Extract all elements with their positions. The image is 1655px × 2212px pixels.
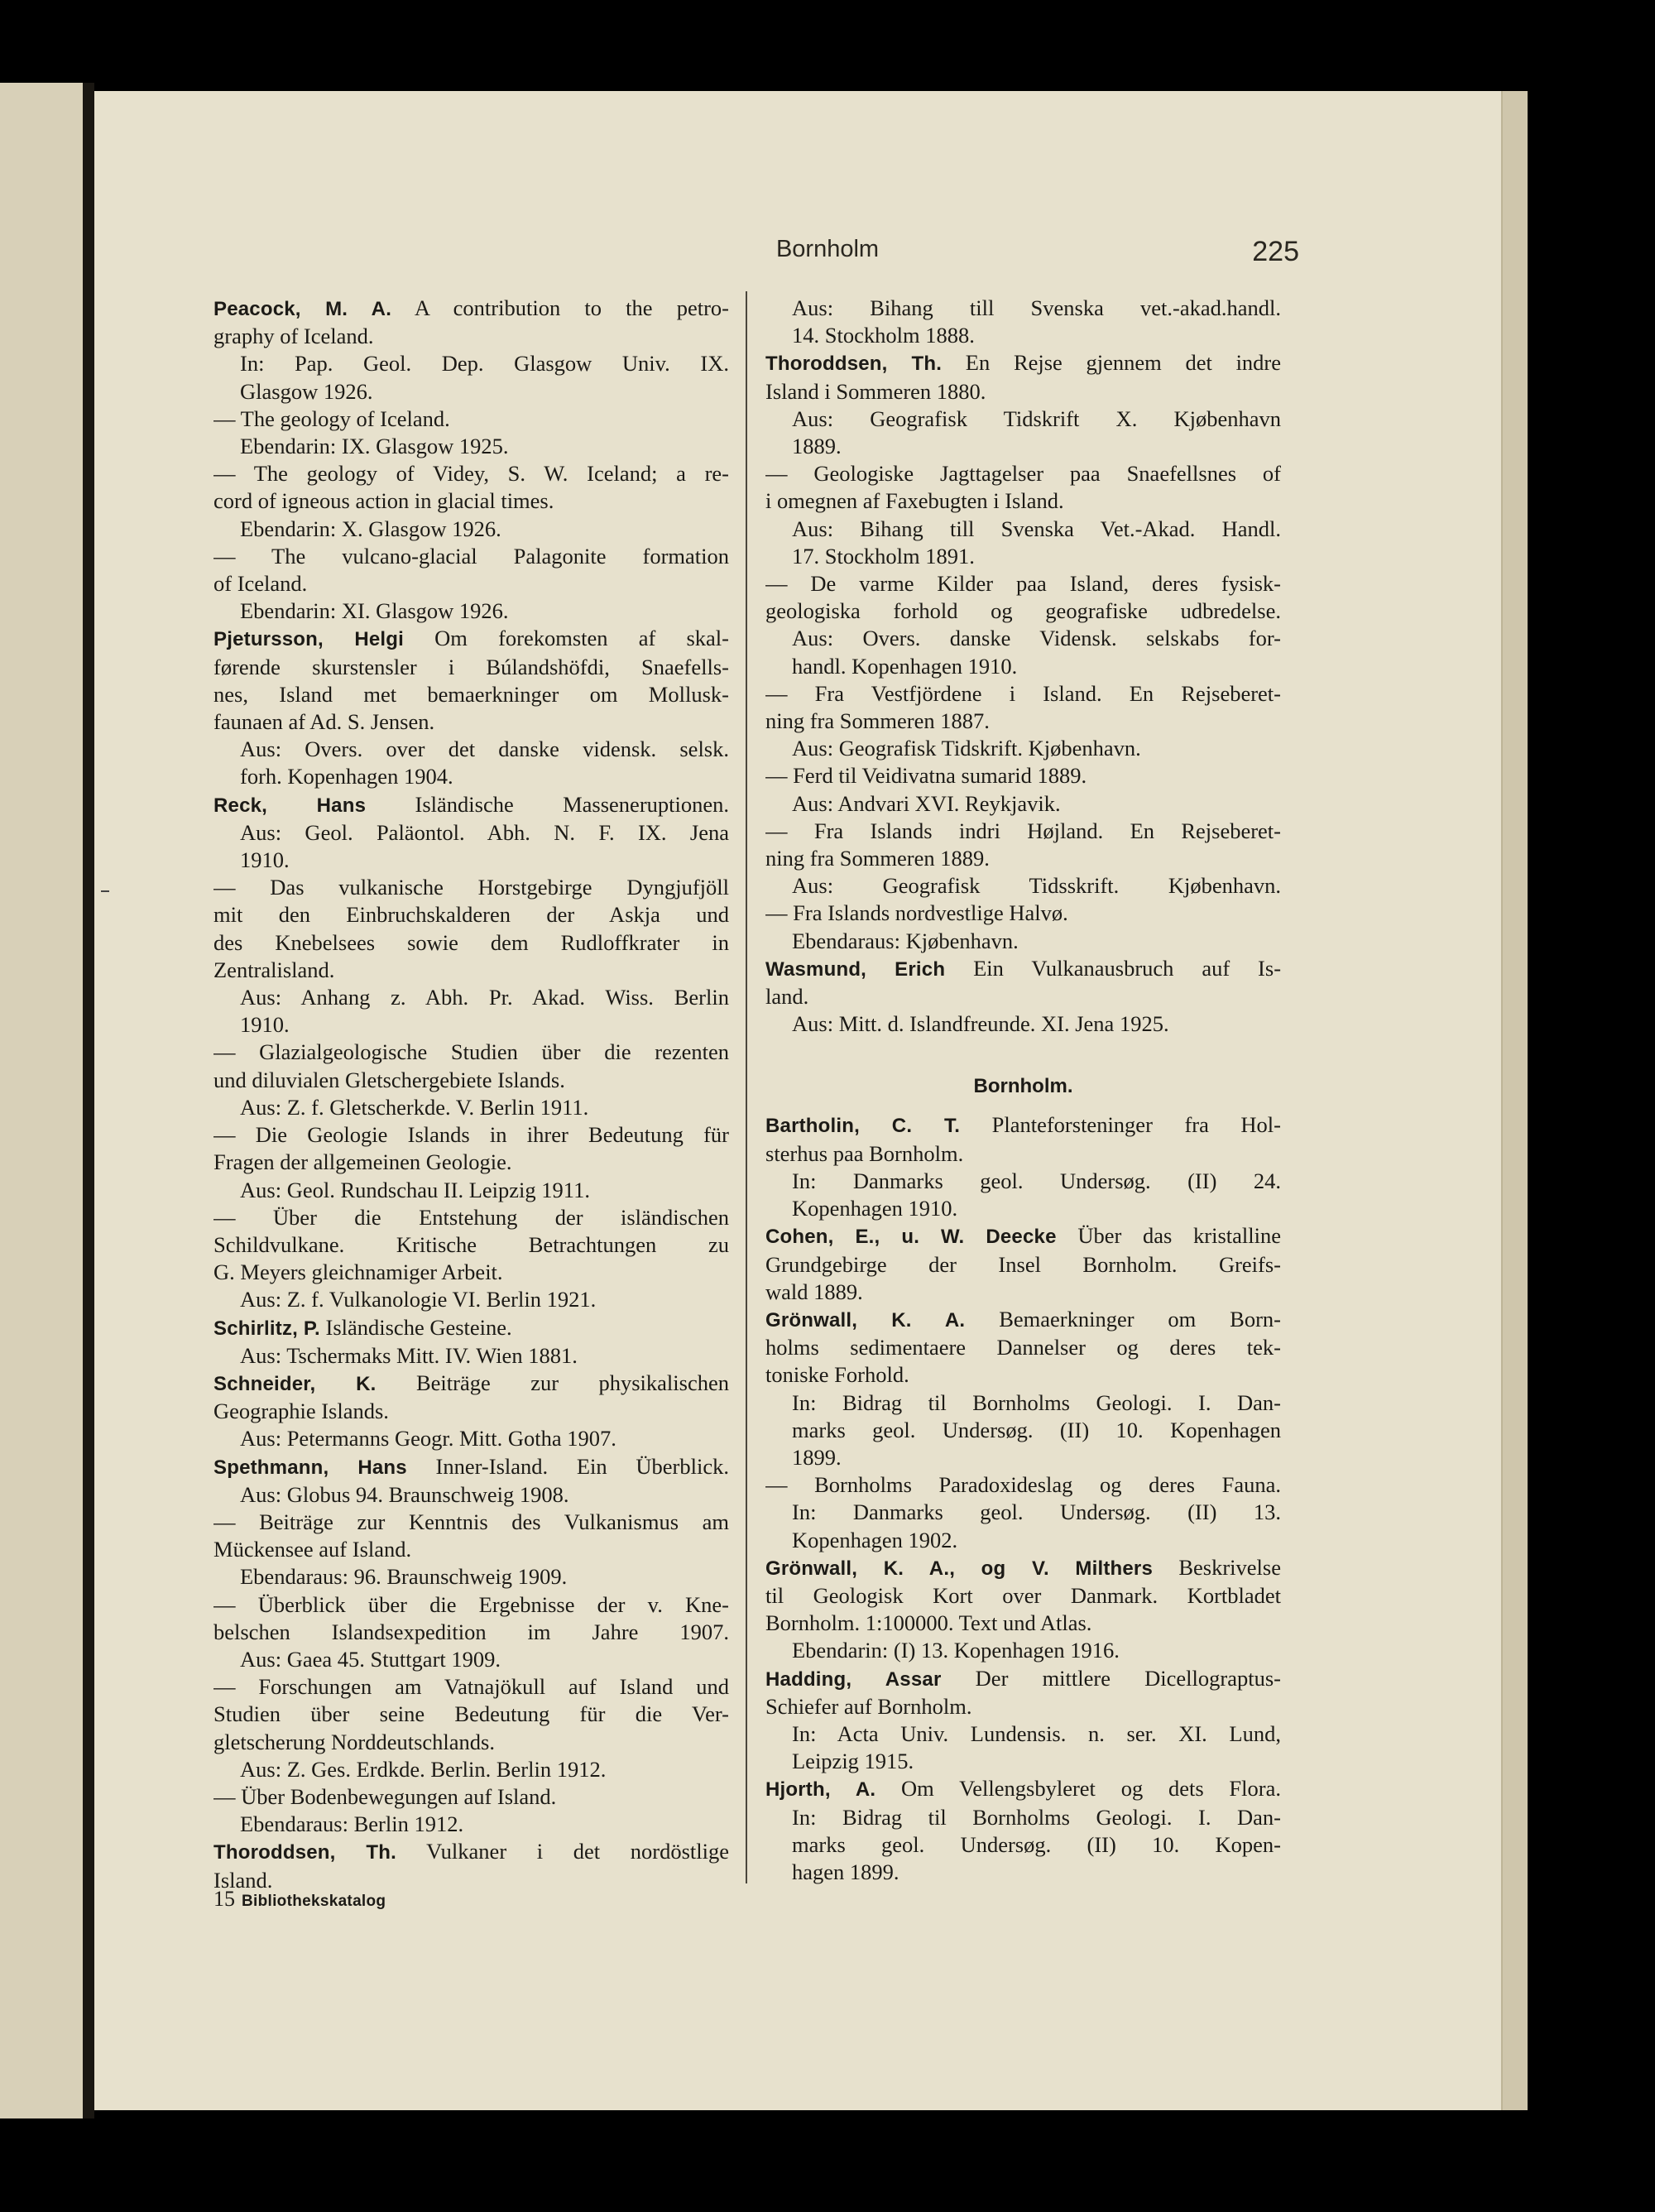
entry-line — [213, 1729, 729, 1756]
entry-line — [213, 460, 729, 487]
entry-line — [765, 543, 1281, 570]
book-gutter — [83, 83, 94, 2118]
entry-text: i omegnen af Faxebugten i Island. — [765, 488, 1064, 514]
entry-text: — Forschungen am Vatnajökull auf Island und — [213, 1674, 729, 1700]
bibliography-entry — [765, 349, 1281, 954]
entry-line — [213, 1453, 729, 1481]
signature-label: Bibliothekskatalog — [242, 1893, 386, 1910]
running-head: Bornholm — [775, 236, 880, 262]
entry-line — [213, 295, 729, 323]
entry-author: Grönwall, K. A., og V. Milthers — [765, 1557, 1154, 1580]
entry-line — [765, 818, 1281, 845]
entry-text: Isländische Gesteine. — [325, 1314, 512, 1340]
right-column — [765, 295, 1281, 1886]
entry-line — [213, 984, 729, 1011]
entry-line — [765, 790, 1281, 818]
entry-line — [213, 543, 729, 570]
entry-line — [213, 1231, 729, 1259]
entry-text: Schiefer auf Bornholm. — [765, 1693, 972, 1719]
entry-text: gletscherung Norddeutschlands. — [213, 1729, 495, 1754]
entry-line — [765, 1665, 1281, 1693]
entry-line — [213, 1673, 729, 1701]
entry-text: handl. Kopenhagen 1910. — [792, 653, 1018, 679]
entry-author: Schneider, K. — [213, 1372, 377, 1395]
entry-text: Mückensee auf Island. — [213, 1537, 412, 1562]
entry-text: førende skurstensler i Búlandshöfdi, Snaefells- — [213, 654, 729, 679]
entry-text: Aus: Andvari XVI. Reykjavik. — [792, 790, 1061, 816]
entry-line — [213, 819, 729, 847]
page-stack-edge — [1501, 91, 1528, 2110]
entry-line — [213, 763, 729, 790]
entry-line — [213, 791, 729, 819]
entry-text: Schildvulkane. Kritische Betrachtungen zu — [213, 1231, 729, 1257]
entry-text: Aus: Petermanns Geogr. Mitt. Gotha 1907. — [240, 1426, 616, 1451]
entry-line — [213, 1536, 729, 1563]
entry-text: Aus: Bihang till Svenska Vet.-Akad. Handl. — [792, 516, 1281, 541]
entry-text: belschen Islandsexpedition im Jahre 1907. — [213, 1619, 729, 1644]
entry-text: Ebendarin: XI. Glasgow 1926. — [240, 598, 509, 624]
entry-line — [765, 900, 1281, 927]
entry-text: 17. Stockholm 1891. — [792, 543, 975, 569]
entry-author: Cohen, E., u. W. Deecke — [765, 1226, 1057, 1249]
entry-line — [765, 1859, 1281, 1886]
entry-author: Thoroddsen, Th. — [765, 353, 943, 376]
entry-text: Island i Sommeren 1880. — [765, 378, 986, 404]
entry-line — [213, 1509, 729, 1536]
entry-text: land. — [765, 984, 809, 1010]
entry-line — [213, 1259, 729, 1286]
previous-page-edge — [0, 83, 86, 2118]
entry-text: und diluvialen Gletschergebiete Islands. — [213, 1067, 565, 1092]
entry-text: — The geology of Videy, S. W. Iceland; a re- — [213, 461, 729, 487]
entry-line — [213, 736, 729, 763]
entry-line — [213, 1121, 729, 1149]
entry-line — [765, 1334, 1281, 1361]
entry-text: — The vulcano-glacial Palagonite formation — [213, 543, 729, 569]
entry-text: Island. — [213, 1867, 273, 1893]
entry-text: Aus: Overs. danske Vidensk. selskabs for- — [792, 626, 1281, 651]
entry-line — [213, 1838, 729, 1866]
entry-text: — Fra Islands indri Højland. En Rejseberet- — [765, 818, 1281, 843]
entry-line — [213, 1619, 729, 1646]
entry-author: Spethmann, Hans — [213, 1456, 407, 1479]
bibliography-entry — [213, 625, 729, 790]
entry-line — [765, 1499, 1281, 1526]
bornholm-entries — [765, 1111, 1281, 1886]
entry-text: — Die Geologie Islands in ihrer Bedeutung für — [213, 1122, 729, 1148]
entry-line — [213, 1011, 729, 1039]
entry-text: geologiska forhold og geografiske udbredelse. — [765, 598, 1281, 624]
entry-text: Kopenhagen 1910. — [792, 1196, 958, 1221]
entry-line — [765, 1111, 1281, 1140]
entry-line — [213, 378, 729, 405]
entry-text: Aus: Anhang z. Abh. Pr. Akad. Wiss. Berlin — [240, 985, 729, 1010]
entry-text: Bornholm. 1:100000. Text und Atlas. — [765, 1610, 1092, 1636]
entry-text: ning fra Sommeren 1889. — [765, 846, 990, 871]
bibliography-entry — [765, 1554, 1281, 1665]
entry-text: faunaen af Ad. S. Jensen. — [213, 709, 435, 735]
entry-text: nes, Island met bemaerkninger om Mollusk- — [213, 681, 729, 707]
entry-line — [213, 516, 729, 543]
entry-text: Ebendarin: X. Glasgow 1926. — [240, 516, 501, 541]
entry-text: marks geol. Undersøg. (II) 10. Kopenhagen — [792, 1417, 1281, 1442]
entry-line — [765, 735, 1281, 762]
entry-text: In: Acta Univ. Lundensis. n. ser. XI. Lund, — [792, 1720, 1281, 1746]
entry-line — [213, 1398, 729, 1425]
entry-text: Aus: Overs. over det danske vidensk. selsk. — [240, 737, 729, 762]
entry-line — [765, 762, 1281, 789]
entry-line — [213, 708, 729, 736]
entry-line — [213, 1370, 729, 1398]
entry-line — [765, 1251, 1281, 1279]
entry-text: sterhus paa Bornholm. — [765, 1140, 964, 1166]
entry-text: Aus: Gaea 45. Stuttgart 1909. — [240, 1646, 501, 1672]
entry-text: En Rejse gjennem det indre — [965, 350, 1281, 376]
entry-line — [213, 1286, 729, 1313]
entry-line — [213, 957, 729, 984]
entry-text: A contribution to the petro- — [414, 295, 729, 320]
entry-line — [765, 570, 1281, 597]
entry-author: Bartholin, C. T. — [765, 1115, 961, 1138]
bibliography-entry — [765, 1111, 1281, 1222]
entry-text: Aus: Geografisk Tidsskrift. Kjøbenhavn. — [792, 873, 1281, 899]
entry-line — [213, 405, 729, 433]
entry-text: Om forekomsten af skal- — [434, 626, 729, 651]
entry-line — [213, 1204, 729, 1231]
entry-text: Aus: Bihang till Svenska vet.-akad.handl. — [792, 295, 1281, 320]
bibliography-entry — [213, 295, 729, 625]
bibliography-entry — [765, 295, 1281, 349]
entry-line — [213, 1314, 729, 1342]
bibliography-entry — [213, 1453, 729, 1839]
entry-text: In: Bidrag til Bornholms Geologi. I. Dan- — [792, 1804, 1281, 1830]
entry-line — [765, 1389, 1281, 1417]
entry-line — [765, 1306, 1281, 1334]
entry-text: Leipzig 1915. — [792, 1749, 914, 1774]
entry-text: In: Danmarks geol. Undersøg. (II) 24. — [792, 1168, 1281, 1193]
entry-line — [765, 1748, 1281, 1775]
entry-text: — Ferd til Veidivatna sumarid 1889. — [765, 763, 1087, 789]
entry-text: 14. Stockholm 1888. — [792, 323, 975, 348]
entry-line — [765, 1417, 1281, 1444]
bibliography-entry — [765, 1222, 1281, 1306]
entry-text: — Überblick über die Ergebnisse der v. Kne- — [213, 1591, 729, 1617]
entry-text: Inner-Island. Ein Überblick. — [435, 1453, 729, 1479]
entry-line — [213, 570, 729, 597]
entry-line — [765, 1554, 1281, 1582]
entry-text: 1899. — [792, 1444, 842, 1470]
entry-text: — Geologiske Jagttagelser paa Snaefellsnes of — [765, 461, 1281, 487]
entry-text: Ein Vulkanausbruch auf Is- — [973, 955, 1281, 981]
entry-line — [213, 654, 729, 681]
entry-text: graphy of Iceland. — [213, 324, 374, 349]
entry-text: 1910. — [240, 847, 290, 873]
entry-line — [765, 1610, 1281, 1637]
bibliography-entry — [765, 1665, 1281, 1776]
entry-line — [213, 901, 729, 928]
margin-mark — [101, 890, 109, 892]
entry-line — [765, 653, 1281, 680]
entry-line — [213, 1591, 729, 1619]
entry-line — [765, 1168, 1281, 1195]
entry-line — [765, 516, 1281, 543]
entry-text: — Das vulkanische Horstgebirge Dyngjufjöll — [213, 875, 729, 900]
entry-line — [765, 322, 1281, 349]
entry-line — [765, 708, 1281, 735]
entry-text: 1889. — [792, 434, 842, 459]
entry-author: Thoroddsen, Th. — [213, 1841, 396, 1864]
entry-text: — Fra Islands nordvestlige Halvø. — [765, 900, 1068, 926]
entry-line — [213, 1149, 729, 1176]
entry-line — [765, 1471, 1281, 1499]
entry-text: Über das kristalline — [1077, 1223, 1281, 1249]
entry-line — [765, 1444, 1281, 1471]
left-column — [213, 295, 729, 1894]
entry-text: holms sedimentaere Dannelser og deres tek- — [765, 1335, 1281, 1360]
entry-text: — Über die Entstehung der isländischen — [213, 1204, 729, 1230]
entry-line — [765, 625, 1281, 652]
entry-text: — Fra Vestfjördene i Island. En Rejseberet- — [765, 680, 1281, 706]
entry-text: Ebendarin: IX. Glasgow 1925. — [240, 434, 509, 459]
entry-line — [765, 872, 1281, 900]
entry-line — [213, 1067, 729, 1094]
entry-text: Aus: Tschermaks Mitt. IV. Wien 1881. — [240, 1342, 578, 1368]
bibliography-entry — [213, 1314, 729, 1370]
entry-text: cord of igneous action in glacial times. — [213, 488, 554, 514]
entry-line — [213, 487, 729, 515]
entry-text: Der mittlere Dicellograptus- — [975, 1665, 1281, 1691]
entry-line — [213, 1563, 729, 1591]
entry-text: Ebendaraus: Kjøbenhavn. — [792, 928, 1019, 953]
entry-text: — Über Bodenbewegungen auf Island. — [213, 1783, 557, 1809]
entry-text: Studien über seine Bedeutung für die Ver- — [213, 1701, 729, 1727]
entry-line — [765, 1693, 1281, 1720]
entry-line — [213, 1646, 729, 1673]
entry-text: wald 1889. — [765, 1279, 863, 1304]
entry-line — [765, 597, 1281, 625]
entry-text: hagen 1899. — [792, 1859, 899, 1884]
entry-line — [765, 487, 1281, 515]
bibliography-entry — [765, 1775, 1281, 1886]
entry-text: of Iceland. — [213, 571, 308, 597]
entry-text: Beskrivelse — [1178, 1554, 1281, 1580]
entry-line — [765, 955, 1281, 983]
entry-author: Pjetursson, Helgi — [213, 628, 404, 651]
entry-author: Wasmund, Erich — [765, 957, 946, 981]
entry-text: Grundgebirge der Insel Bornholm. Greifs- — [765, 1251, 1281, 1277]
entry-line — [765, 1361, 1281, 1389]
entry-line — [765, 1140, 1281, 1168]
right-column-entries — [765, 295, 1281, 1038]
entry-line — [213, 1701, 729, 1728]
entry-text: Om Vellengsbyleret og dets Flora. — [901, 1776, 1281, 1802]
entry-line — [213, 1425, 729, 1452]
page-number: 225 — [1252, 236, 1299, 267]
entry-line — [213, 874, 729, 901]
entry-text: Beiträge zur physikalischen — [415, 1370, 729, 1395]
entry-text: Isländische Masseneruptionen. — [415, 791, 729, 817]
entry-text: Ebendaraus: 96. Braunschweig 1909. — [240, 1564, 568, 1590]
entry-text: Aus: Geografisk Tidskrift. Kjøbenhavn. — [792, 736, 1141, 761]
entry-text: — De varme Kilder paa Island, deres fysisk- — [765, 571, 1281, 597]
entry-author: Grönwall, K. A. — [765, 1308, 966, 1332]
entry-line — [765, 983, 1281, 1010]
bibliography-entry — [213, 1370, 729, 1453]
entry-line — [213, 1342, 729, 1370]
signature-number: 15 — [213, 1887, 235, 1911]
entry-text: Zentralisland. — [213, 957, 335, 982]
entry-text: toniske Forhold. — [765, 1362, 909, 1388]
entry-line — [765, 1637, 1281, 1664]
entry-line — [213, 1481, 729, 1509]
entry-line — [765, 1010, 1281, 1038]
entry-line — [765, 433, 1281, 460]
bibliography-entry — [213, 1838, 729, 1893]
bibliography-entry — [765, 955, 1281, 1039]
entry-line — [765, 1527, 1281, 1554]
entry-text: — Bornholms Paradoxideslag og deres Fauna. — [765, 1472, 1281, 1498]
entry-text: til Geologisk Kort over Danmark. Kortbladet — [765, 1582, 1281, 1608]
entry-text: In: Bidrag til Bornholms Geologi. I. Dan- — [792, 1389, 1281, 1415]
entry-text: — The geology of Iceland. — [213, 405, 450, 431]
entry-line — [765, 295, 1281, 322]
entry-text: Fragen der allgemeinen Geologie. — [213, 1149, 512, 1175]
printer-signature — [213, 1887, 386, 1912]
entry-text: Aus: Geol. Paläontol. Abh. N. F. IX. Jena — [240, 819, 729, 845]
entry-author: Reck, Hans — [213, 794, 367, 817]
entry-line — [765, 680, 1281, 708]
entry-line — [213, 1811, 729, 1838]
entry-text: Aus: Z. f. Gletscherkde. V. Berlin 1911. — [240, 1094, 589, 1120]
entry-line — [765, 1775, 1281, 1803]
entry-text: Planteforsteninger fra Hol- — [991, 1112, 1281, 1138]
entry-line — [213, 929, 729, 957]
entry-text: — Glazialgeologische Studien über die rezenten — [213, 1039, 729, 1065]
entry-text: Glasgow 1926. — [240, 378, 373, 404]
entry-line — [765, 460, 1281, 487]
entry-text: Aus: Z. Ges. Erdkde. Berlin. Berlin 1912. — [240, 1756, 607, 1782]
entry-text: Aus: Globus 94. Braunschweig 1908. — [240, 1481, 569, 1507]
entry-line — [765, 405, 1281, 433]
entry-line — [213, 597, 729, 625]
entry-text: Aus: Geografisk Tidskrift X. Kjøbenhavn — [792, 405, 1281, 431]
entry-line — [213, 681, 729, 708]
entry-text: Geographie Islands. — [213, 1399, 389, 1424]
entry-text: Bemaerkninger om Born- — [999, 1306, 1281, 1332]
entry-line — [765, 378, 1281, 405]
entry-text: forh. Kopenhagen 1904. — [240, 764, 453, 789]
entry-line — [765, 1195, 1281, 1222]
entry-text: Aus: Geol. Rundschau II. Leipzig 1911. — [240, 1177, 590, 1202]
entry-text: ning fra Sommeren 1887. — [765, 708, 990, 734]
entry-line — [213, 1094, 729, 1121]
entry-line — [213, 1783, 729, 1811]
entry-text: G. Meyers gleichnamiger Arbeit. — [213, 1260, 503, 1285]
entry-line — [213, 625, 729, 653]
entry-text: Ebendarin: (I) 13. Kopenhagen 1916. — [792, 1638, 1120, 1663]
entry-line — [213, 433, 729, 460]
entry-line — [765, 1582, 1281, 1610]
entry-line — [765, 349, 1281, 377]
entry-author: Hjorth, A. — [765, 1778, 876, 1802]
column-rule — [746, 291, 747, 1883]
entry-text: — Beiträge zur Kenntnis des Vulkanismus am — [213, 1509, 729, 1534]
entry-line — [213, 847, 729, 874]
entry-line — [765, 1279, 1281, 1306]
entry-text: Kopenhagen 1902. — [792, 1527, 958, 1552]
entry-text: mit den Einbruchskalderen der Askja und — [213, 902, 729, 928]
entry-line — [765, 845, 1281, 872]
entry-line — [765, 1804, 1281, 1831]
entry-text: Aus: Mitt. d. Islandfreunde. XI. Jena 1925. — [792, 1011, 1169, 1037]
entry-line — [213, 1177, 729, 1204]
entry-line — [213, 1756, 729, 1783]
section-heading: Bornholm. — [973, 1075, 1073, 1098]
entry-author: Hadding, Assar — [765, 1667, 942, 1691]
entry-author: Schirlitz, P. — [213, 1317, 320, 1340]
entry-text: Ebendaraus: Berlin 1912. — [240, 1811, 464, 1837]
entry-text: des Knebelsees sowie dem Rudloffkrater in — [213, 929, 729, 955]
entry-text: In: Pap. Geol. Dep. Glasgow Univ. IX. — [240, 351, 729, 377]
entry-text: Vulkaner i det nordöstlige — [426, 1839, 729, 1864]
entry-text: Aus: Z. f. Vulkanologie VI. Berlin 1921. — [240, 1287, 597, 1312]
entry-line — [765, 928, 1281, 955]
entry-line — [213, 323, 729, 350]
entry-text: In: Danmarks geol. Undersøg. (II) 13. — [792, 1499, 1281, 1525]
entry-line — [213, 350, 729, 377]
bibliography-entry — [213, 791, 729, 1314]
entry-author: Peacock, M. A. — [213, 298, 392, 320]
entry-line — [765, 1831, 1281, 1859]
entry-line — [765, 1222, 1281, 1250]
entry-text: 1910. — [240, 1012, 290, 1038]
bibliography-entry — [765, 1306, 1281, 1554]
entry-line — [765, 1720, 1281, 1748]
entry-text: marks geol. Undersøg. (II) 10. Kopen- — [792, 1831, 1281, 1857]
entry-line — [213, 1039, 729, 1066]
